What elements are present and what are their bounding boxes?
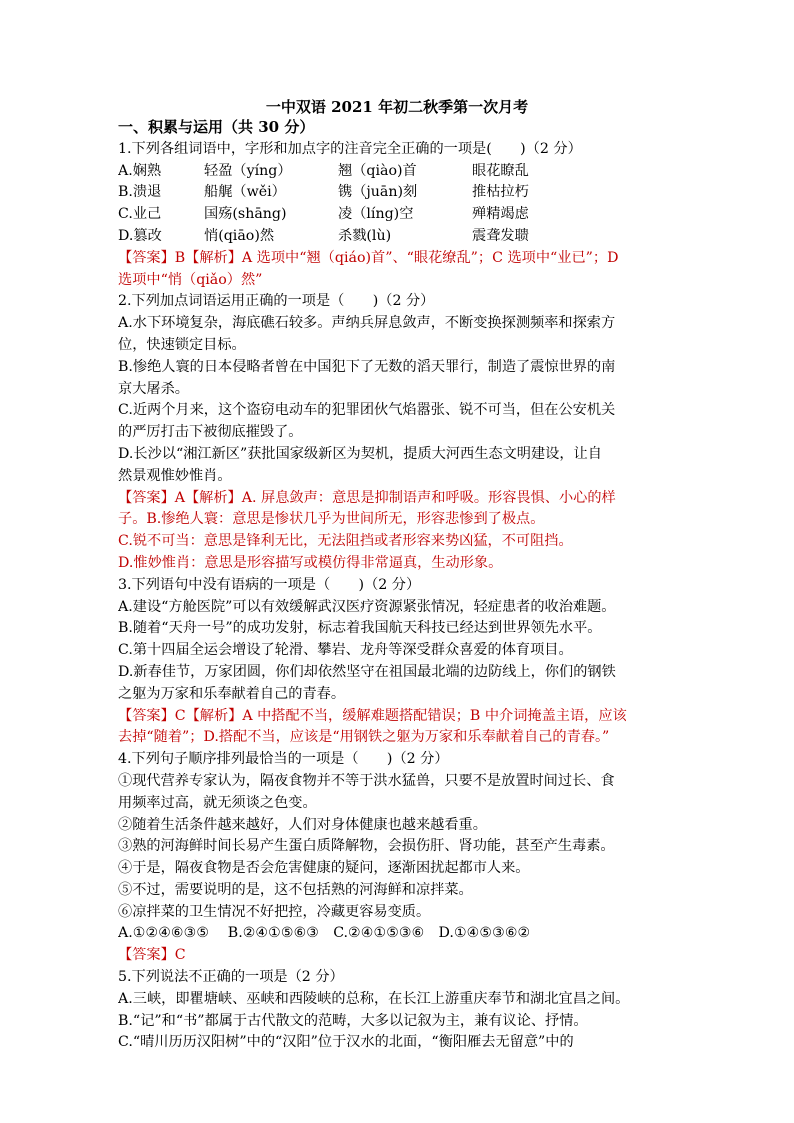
option-word: C.业己 — [118, 206, 162, 223]
exam-title: 一中双语 2021 年初二秋季第一次月考 — [265, 98, 529, 116]
question-3-option-a: A.建设“方舱医院”可以有效缓解武汉医疗资源紧张情况，轻症患者的收治难题。 — [118, 598, 616, 615]
question-3-option-d: 之躯为万家和乐奉献着自己的青春。 — [118, 685, 346, 702]
option-word: 凌（líng)空 — [338, 206, 414, 223]
question-5-option-a: A.三峡，即瞿塘峡、巫峡和西陵峡的总称，在长江上游重庆奉节和湖北宜昌之间。 — [118, 990, 630, 1007]
option-word: 翘（qiào)首 — [338, 162, 417, 179]
question-4-sentence: ⑤不过，需要说明的是，这不包括熟的河海鲜和凉拌菜。 — [118, 881, 473, 898]
question-3-option-c: C.第十四届全运会增设了轮滑、攀岩、龙舟等深受群众喜爱的体育项目。 — [118, 642, 573, 659]
question-3-stem: 3.下列语句中没有语病的一项是（ )（2 分） — [118, 576, 421, 593]
question-1-option-d — [118, 226, 678, 248]
question-2-answer: 【答案】A【解析】A. 屏息敛声：意思是抑制语声和呼吸。形容畏惧、小心的样 — [118, 489, 616, 506]
question-1-stem: 1.下列各组词语中，字形和加点字的注音完全正确的一项是( )（2 分） — [118, 140, 582, 157]
option-word: 眼花瞭乱 — [472, 162, 529, 179]
option-word: 船艉（wěi） — [204, 184, 286, 201]
question-4-sentence: ④于是，隔夜食物是否会危害健康的疑问，逐渐困扰起都市人来。 — [118, 860, 530, 877]
option-word: 轻盈（yíng） — [204, 162, 292, 179]
question-5-stem: 5.下列说法不正确的一项是（2 分） — [118, 969, 344, 986]
option-word: A.娴熟 — [118, 162, 162, 179]
option-word: 悄(qiāo)然 — [204, 227, 275, 244]
option-word: 推枯拉朽 — [472, 184, 529, 201]
option-word: 震聋发聩 — [472, 227, 529, 244]
question-1-answer: 【答案】B【解析】A 选项中“翘（qiáo)首”、“眼花缭乱”；C 选项中“业已”；D — [118, 249, 619, 266]
question-1-answer: 选项中“悄（qiǎo）然” — [118, 271, 263, 288]
option-word: 杀戮(lù) — [338, 227, 392, 244]
question-4-stem: 4.下列句子顺序排列最恰当的一项是（ )（2 分） — [118, 751, 449, 768]
question-2-option-a: A.水下环境复杂，海底礁石较多。声纳兵屏息敛声，不断变换探测频率和探索方 — [118, 315, 616, 332]
exam-body — [118, 117, 678, 1054]
question-4-sentence: ③熟的河海鲜时间长易产生蛋白质降解物，会损伤肝、肾功能，甚至产生毒素。 — [118, 838, 615, 855]
option-word: 镌（juān)刻 — [338, 184, 418, 201]
question-2-option-d: 然景观惟妙惟肖。 — [118, 467, 232, 484]
question-2-answer: D.惟妙惟肖：意思是形容描写或模仿得非常逼真，生动形象。 — [118, 554, 503, 571]
question-4-sentence: 用频率过高，就无须谈之色变。 — [118, 794, 317, 811]
question-2-option-b: B.惨绝人寰的日本侵略者曾在中国犯下了无数的滔天罪行，制造了震惊世界的南 — [118, 358, 616, 375]
question-4-answer: 【答案】C — [118, 947, 186, 964]
question-4-sentence: ②随着生活条件越来越好，人们对身体健康也越来越看重。 — [118, 816, 487, 833]
question-2-stem: 2.下列加点词语运用正确的一项是（ )（2 分） — [118, 293, 435, 310]
question-3-option-b: B.随着“天舟一号”的成功发射，标志着我国航天科技已经达到世界领先水平。 — [118, 620, 602, 637]
option-word: 国殇(shāng) — [204, 206, 287, 223]
question-3-answer: 去掉“随着”；D.搭配不当，应该是“用钢铁之躯为万家和乐奉献着自己的青春。” — [118, 729, 610, 746]
question-1-option-a — [118, 161, 678, 183]
question-2-answer: 子。B.惨绝人寰：意思是惨状几乎为世间所无，形容悲惨到了极点。 — [118, 511, 545, 528]
section-heading: 一、积累与运用（共 30 分） — [118, 118, 315, 136]
question-2-option-b: 京大屠杀。 — [118, 380, 189, 397]
question-4-sentence: ①现代营养专家认为，隔夜食物并不等于洪水猛兽，只要不是放置时间过长、食 — [118, 772, 615, 789]
question-2-option-d: D.长沙以“湘江新区”获批国家级新区为契机，提质大河西生态文明建设，让自 — [118, 445, 602, 462]
question-5-option-b: B.“记”和“书”都属于古代散文的范畴，大多以记叙为主，兼有议论、抒情。 — [118, 1012, 588, 1029]
option-word: B.溃退 — [118, 184, 162, 201]
option-word: 殚精竭虑 — [472, 206, 529, 223]
question-4-sentence: ⑥凉拌菜的卫生情况不好把控，冷藏更容易变质。 — [118, 903, 431, 920]
question-4-options: A.①②④⑥③⑤ B.②④①⑤⑥③ C.②④①⑤③⑥ D.①④⑤③⑥② — [118, 925, 531, 942]
question-1-option-b — [118, 182, 678, 204]
question-2-option-a: 位，快速锁定目标。 — [118, 336, 246, 353]
option-word: D.篡改 — [118, 227, 162, 244]
question-2-option-c: 的严厉打击下被彻底摧毁了。 — [118, 424, 303, 441]
question-2-answer: C.锐不可当：意思是锋利无比，无法阻挡或者形容来势凶猛，不可阻挡。 — [118, 533, 573, 550]
question-3-answer: 【答案】C【解析】A 中搭配不当，缓解难题搭配错误；B 中介词掩盖主语，应该 — [118, 707, 627, 724]
question-2-option-c: C.近两个月来，这个盗窃电动车的犯罪团伙气焰嚣张、锐不可当，但在公安机关 — [118, 402, 616, 419]
question-3-option-d: D.新春佳节，万家团圆，你们却依然坚守在祖国最北端的边防线上，你们的钢铁 — [118, 663, 616, 680]
question-1-option-c — [118, 204, 678, 226]
question-5-option-c: C.“晴川历历汉阳树”中的“汉阳”位于汉水的北面，“衡阳雁去无留意”中的 — [118, 1034, 574, 1051]
